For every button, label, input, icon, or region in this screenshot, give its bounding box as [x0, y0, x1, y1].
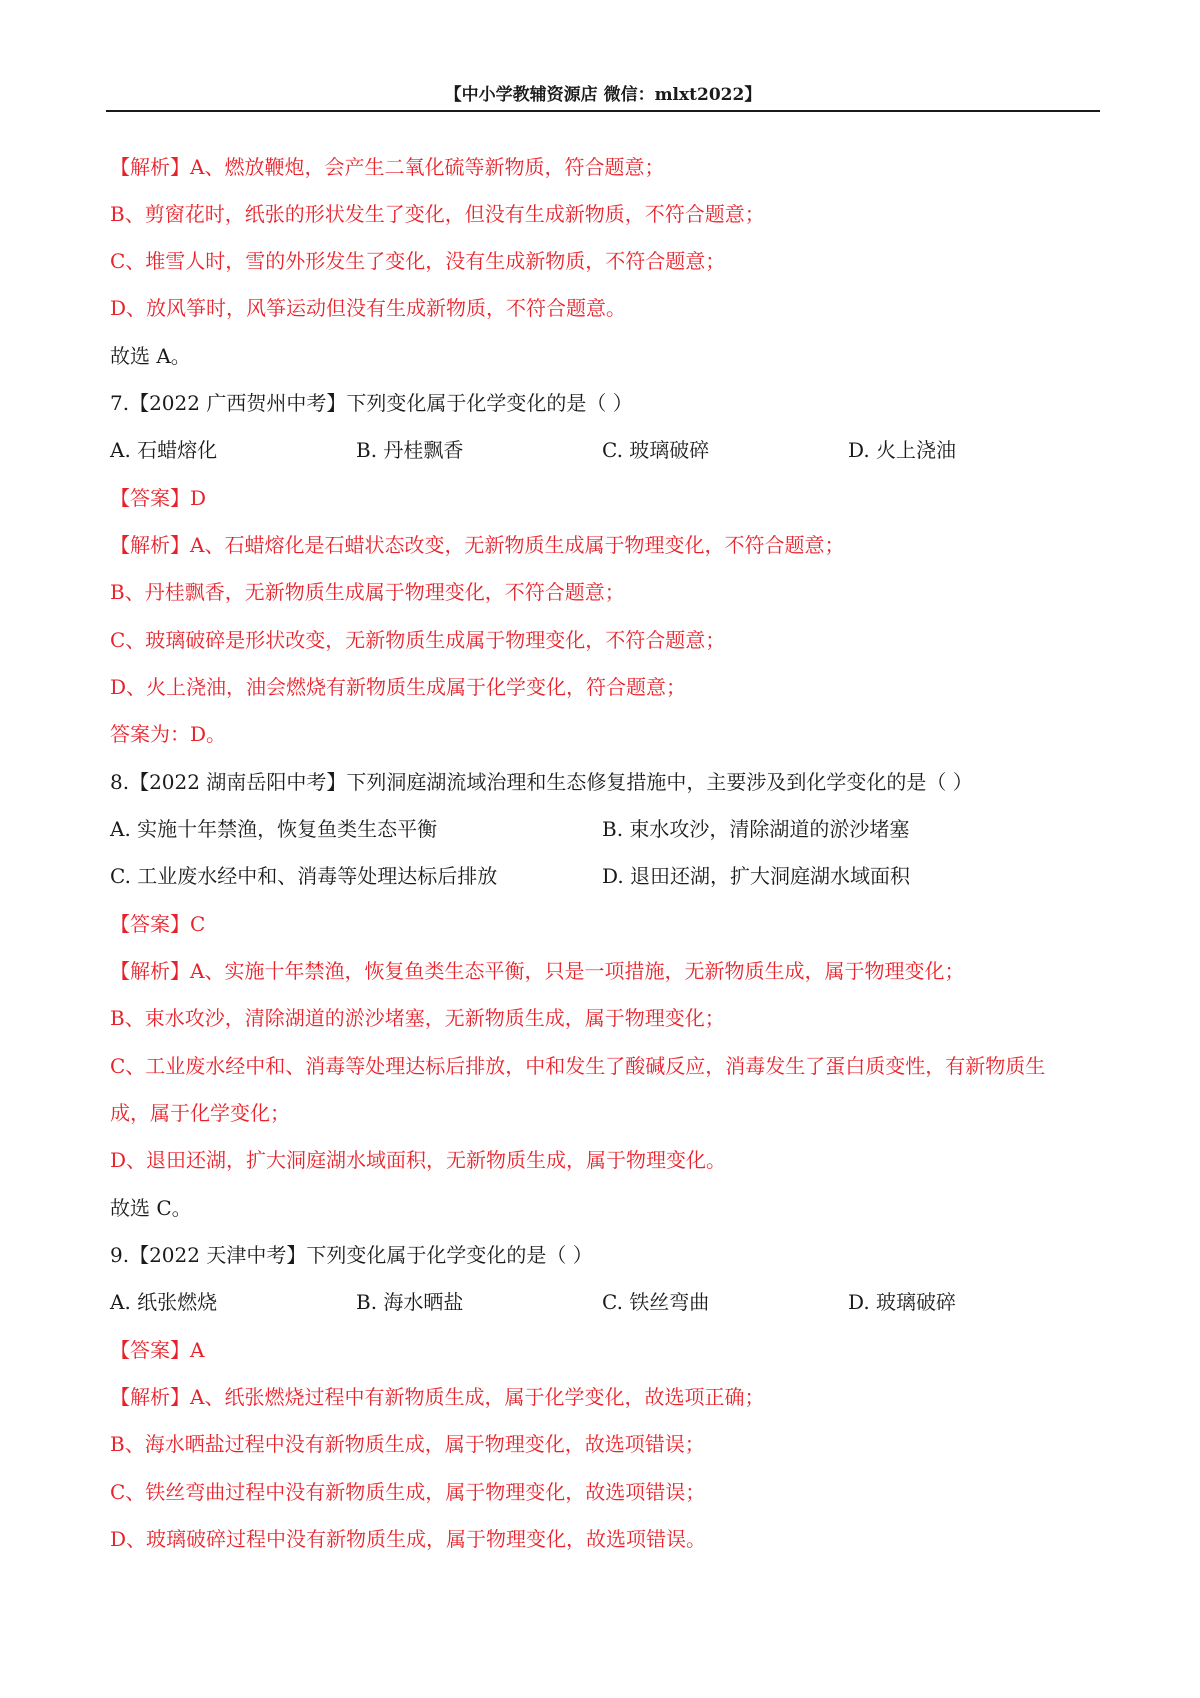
- q7-option-b: B. 丹桂飘香: [356, 438, 464, 462]
- q7-option-a: A. 石蜡熔化: [110, 438, 218, 462]
- page-header: 【中小学教辅资源店 微信：mlxt2022】: [444, 85, 762, 105]
- header-divider: [106, 110, 1100, 112]
- q7-stem: 7.【2022 广西贺州中考】下列变化属于化学变化的是（ ）: [110, 391, 633, 415]
- q7-analysis-line-4: D、火上浇油，油会燃烧有新物质生成属于化学变化，符合题意；: [110, 675, 687, 699]
- q8-conclusion: 故选 C。: [110, 1196, 192, 1220]
- q8-analysis-line-1: 【解析】A、实施十年禁渔，恢复鱼类生态平衡，只是一项措施，无新物质生成，属于物理变化；: [110, 959, 965, 983]
- q9-analysis-line-3: C、铁丝弯曲过程中没有新物质生成，属于物理变化，故选项错误；: [110, 1480, 706, 1504]
- q6-analysis-line-4: D、放风筝时，风筝运动但没有生成新物质，不符合题意。: [110, 296, 627, 320]
- q8-option-d: D. 退田还湖，扩大洞庭湖水域面积: [602, 864, 911, 888]
- q9-option-d: D. 玻璃破碎: [848, 1290, 957, 1314]
- q7-option-c: C. 玻璃破碎: [602, 438, 710, 462]
- q8-answer: 【答案】C: [110, 912, 206, 936]
- q9-option-a: A. 纸张燃烧: [110, 1290, 218, 1314]
- q9-option-c: C. 铁丝弯曲: [602, 1290, 710, 1314]
- q7-analysis-line-3: C、玻璃破碎是形状改变，无新物质生成属于物理变化，不符合题意；: [110, 628, 726, 652]
- q8-option-c: C. 工业废水经中和、消毒等处理达标后排放: [110, 864, 498, 888]
- q8-analysis-line-3: C、工业废水经中和、消毒等处理达标后排放，中和发生了酸碱反应，消毒发生了蛋白质变性，有新物质生: [110, 1054, 1046, 1078]
- q6-conclusion: 故选 A。: [110, 344, 191, 368]
- q7-analysis-line-1: 【解析】A、石蜡熔化是石蜡状态改变，无新物质生成属于物理变化，不符合题意；: [110, 533, 845, 557]
- q8-analysis-line-2: B、束水攻沙，清除湖道的淤沙堵塞，无新物质生成，属于物理变化；: [110, 1006, 725, 1030]
- q7-option-d: D. 火上浇油: [848, 438, 957, 462]
- q7-analysis-line-5: 答案为：D。: [110, 722, 227, 746]
- q9-analysis-line-2: B、海水晒盐过程中没有新物质生成，属于物理变化，故选项错误；: [110, 1432, 705, 1456]
- q6-analysis-line-1: 【解析】A、燃放鞭炮，会产生二氧化硫等新物质，符合题意；: [110, 155, 665, 179]
- q9-option-b: B. 海水晒盐: [356, 1290, 464, 1314]
- q8-option-a: A. 实施十年禁渔，恢复鱼类生态平衡: [110, 817, 438, 841]
- q6-analysis-line-3: C、堆雪人时，雪的外形发生了变化，没有生成新物质，不符合题意；: [110, 249, 726, 273]
- q8-analysis-line-5: D、退田还湖，扩大洞庭湖水域面积，无新物质生成，属于物理变化。: [110, 1148, 727, 1172]
- q7-analysis-line-2: B、丹桂飘香，无新物质生成属于物理变化，不符合题意；: [110, 580, 625, 604]
- q9-answer: 【答案】A: [110, 1338, 205, 1362]
- q6-analysis-line-2: B、剪窗花时，纸张的形状发生了变化，但没有生成新物质，不符合题意；: [110, 202, 765, 226]
- q8-stem: 8.【2022 湖南岳阳中考】下列洞庭湖流域治理和生态修复措施中，主要涉及到化学变化的是（ ）: [110, 770, 973, 794]
- q7-answer: 【答案】D: [110, 486, 207, 510]
- q9-stem: 9.【2022 天津中考】下列变化属于化学变化的是（ ）: [110, 1243, 593, 1267]
- q8-analysis-line-4: 成，属于化学变化；: [110, 1101, 290, 1125]
- q8-option-b: B. 束水攻沙，清除湖道的淤沙堵塞: [602, 817, 910, 841]
- q9-analysis-line-4: D、玻璃破碎过程中没有新物质生成，属于物理变化，故选项错误。: [110, 1527, 707, 1551]
- q9-analysis-line-1: 【解析】A、纸张燃烧过程中有新物质生成，属于化学变化，故选项正确；: [110, 1385, 765, 1409]
